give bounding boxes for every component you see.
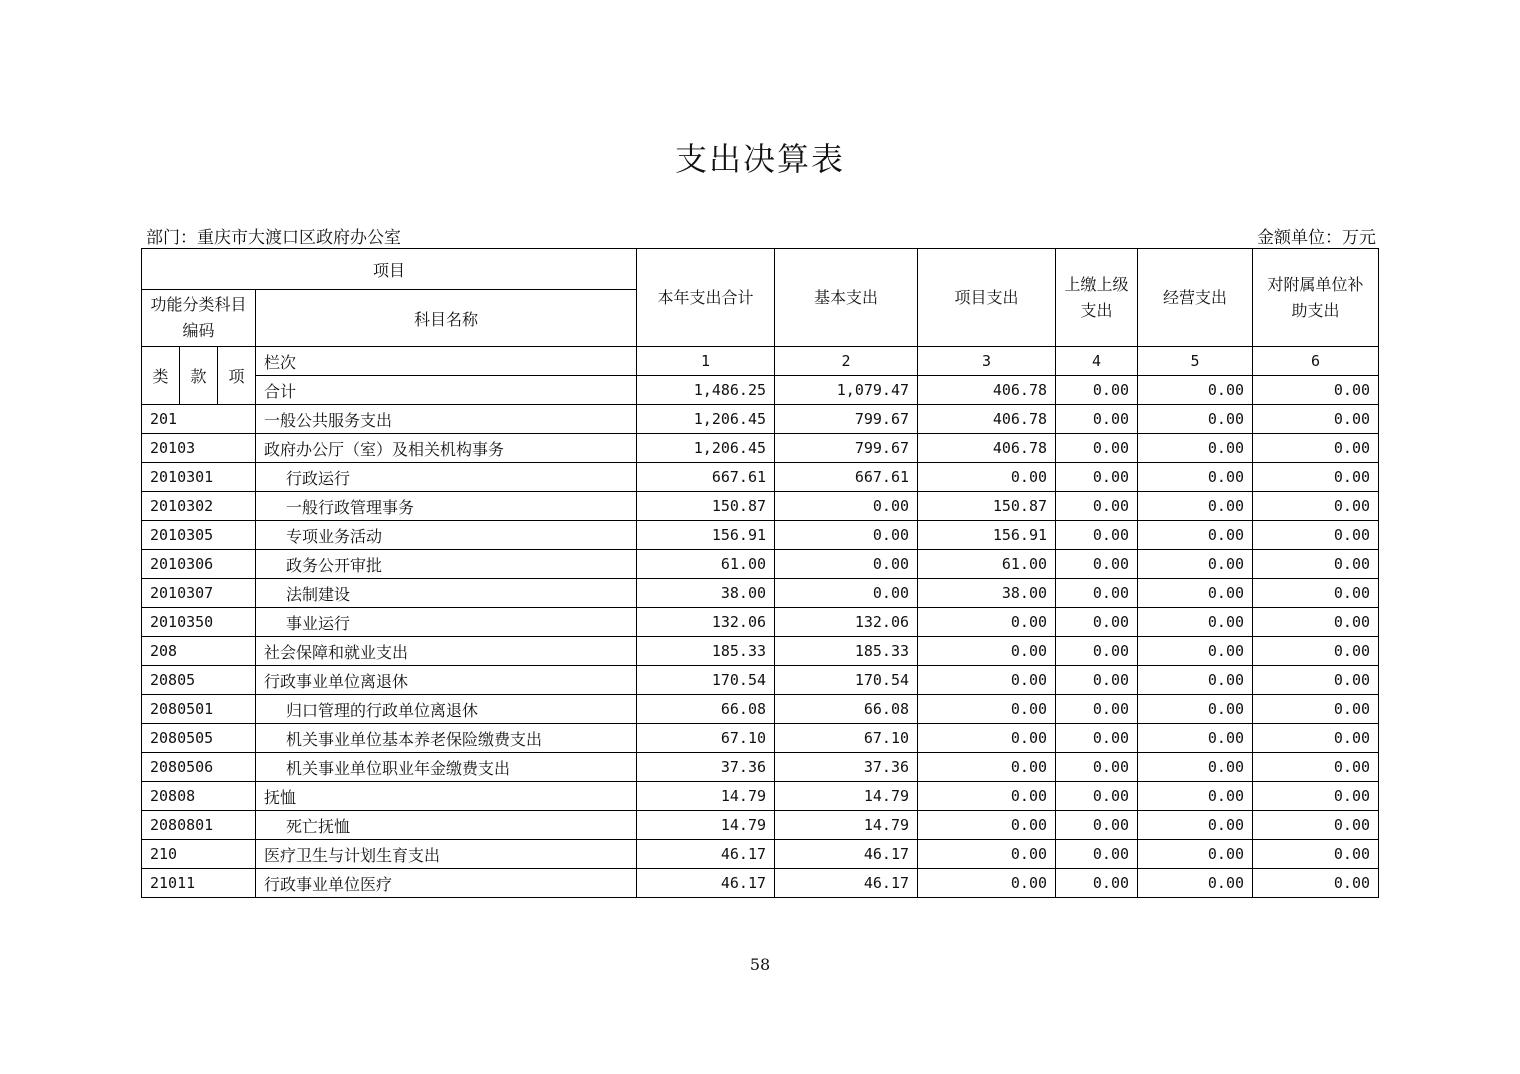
amount-cell: 0.00 bbox=[1138, 492, 1253, 521]
amount-cell: 150.87 bbox=[637, 492, 775, 521]
amount-cell: 185.33 bbox=[637, 637, 775, 666]
subject-code: 201 bbox=[142, 405, 256, 434]
subject-name: 机关事业单位基本养老保险缴费支出 bbox=[256, 724, 637, 753]
subject-code: 2080505 bbox=[142, 724, 256, 753]
subject-code: 2010307 bbox=[142, 579, 256, 608]
subject-code: 2010350 bbox=[142, 608, 256, 637]
amount-cell: 799.67 bbox=[775, 405, 918, 434]
table-row bbox=[142, 840, 1379, 869]
subject-code: 20103 bbox=[142, 434, 256, 463]
amount-cell: 185.33 bbox=[775, 637, 918, 666]
amount-cell: 0.00 bbox=[1138, 869, 1253, 898]
column-number: 5 bbox=[1138, 347, 1253, 376]
amount-cell: 61.00 bbox=[637, 550, 775, 579]
subject-code: 2080501 bbox=[142, 695, 256, 724]
header-item: 项目 bbox=[142, 249, 637, 290]
amount-cell: 0.00 bbox=[1138, 840, 1253, 869]
amount-cell: 46.17 bbox=[637, 840, 775, 869]
amount-cell: 37.36 bbox=[637, 753, 775, 782]
amount-cell: 0.00 bbox=[1253, 811, 1379, 840]
amount-cell: 0.00 bbox=[1253, 405, 1379, 434]
header-col-5: 经营支出 bbox=[1138, 249, 1253, 347]
header-col-3: 项目支出 bbox=[918, 249, 1056, 347]
table-row bbox=[142, 434, 1379, 463]
subject-code: 20805 bbox=[142, 666, 256, 695]
page-title: 支出决算表 bbox=[674, 140, 845, 178]
amount-cell: 0.00 bbox=[1253, 753, 1379, 782]
subject-code: 20808 bbox=[142, 782, 256, 811]
subject-name: 行政事业单位医疗 bbox=[256, 869, 637, 898]
amount-cell: 0.00 bbox=[1056, 550, 1138, 579]
amount-cell: 0.00 bbox=[1253, 782, 1379, 811]
amount-cell: 0.00 bbox=[1138, 463, 1253, 492]
amount-cell: 799.67 bbox=[775, 434, 918, 463]
amount-cell: 66.08 bbox=[775, 695, 918, 724]
amount-cell: 0.00 bbox=[918, 811, 1056, 840]
table-row bbox=[142, 579, 1379, 608]
amount-cell: 0.00 bbox=[918, 869, 1056, 898]
amount-cell: 61.00 bbox=[918, 550, 1056, 579]
amount-cell: 0.00 bbox=[1138, 434, 1253, 463]
amount-cell: 0.00 bbox=[918, 840, 1056, 869]
column-number: 3 bbox=[918, 347, 1056, 376]
subject-name: 归口管理的行政单位离退休 bbox=[256, 695, 637, 724]
amount-cell: 0.00 bbox=[1056, 869, 1138, 898]
amount-cell: 0.00 bbox=[775, 550, 918, 579]
amount-cell: 0.00 bbox=[1056, 608, 1138, 637]
table-row bbox=[142, 637, 1379, 666]
column-number: 4 bbox=[1056, 347, 1138, 376]
header-func-code: 功能分类科目编码 bbox=[142, 290, 256, 347]
amount-cell: 14.79 bbox=[637, 782, 775, 811]
amount-cell: 156.91 bbox=[918, 521, 1056, 550]
table-row bbox=[142, 753, 1379, 782]
amount-cell: 0.00 bbox=[1138, 608, 1253, 637]
amount-cell: 46.17 bbox=[637, 869, 775, 898]
amount-cell: 0.00 bbox=[1138, 782, 1253, 811]
page-number: 58 bbox=[749, 955, 771, 974]
total-value: 406.78 bbox=[918, 376, 1056, 405]
amount-cell: 0.00 bbox=[1253, 608, 1379, 637]
subject-name: 事业运行 bbox=[256, 608, 637, 637]
total-value: 0.00 bbox=[1138, 376, 1253, 405]
subject-name: 机关事业单位职业年金缴费支出 bbox=[256, 753, 637, 782]
header-col-4: 上缴上级支出 bbox=[1056, 249, 1138, 347]
amount-unit-label: 金额单位：万元 bbox=[1257, 228, 1376, 248]
amount-cell: 14.79 bbox=[775, 782, 918, 811]
amount-cell: 0.00 bbox=[918, 637, 1056, 666]
amount-cell: 0.00 bbox=[1253, 550, 1379, 579]
subject-code: 2080506 bbox=[142, 753, 256, 782]
table-row bbox=[142, 405, 1379, 434]
amount-cell: 67.10 bbox=[637, 724, 775, 753]
subject-name: 抚恤 bbox=[256, 782, 637, 811]
amount-cell: 0.00 bbox=[1253, 579, 1379, 608]
amount-cell: 66.08 bbox=[637, 695, 775, 724]
table-row bbox=[142, 695, 1379, 724]
amount-cell: 0.00 bbox=[1253, 869, 1379, 898]
amount-cell: 132.06 bbox=[775, 608, 918, 637]
amount-cell: 0.00 bbox=[1056, 724, 1138, 753]
total-label: 合计 bbox=[256, 376, 637, 405]
amount-cell: 0.00 bbox=[918, 608, 1056, 637]
amount-cell: 0.00 bbox=[918, 782, 1056, 811]
table-row bbox=[142, 811, 1379, 840]
subject-code: 2080801 bbox=[142, 811, 256, 840]
table-row bbox=[142, 869, 1379, 898]
amount-cell: 0.00 bbox=[1138, 637, 1253, 666]
amount-cell: 0.00 bbox=[1056, 840, 1138, 869]
amount-cell: 0.00 bbox=[1138, 811, 1253, 840]
amount-cell: 0.00 bbox=[1056, 463, 1138, 492]
subject-name: 行政运行 bbox=[256, 463, 637, 492]
amount-cell: 0.00 bbox=[1138, 666, 1253, 695]
amount-cell: 0.00 bbox=[1253, 521, 1379, 550]
subject-name: 政府办公厅（室）及相关机构事务 bbox=[256, 434, 637, 463]
amount-cell: 46.17 bbox=[775, 840, 918, 869]
subject-name: 一般行政管理事务 bbox=[256, 492, 637, 521]
header-xiang: 项 bbox=[218, 347, 256, 405]
table-row bbox=[142, 521, 1379, 550]
header-cat: 类 bbox=[142, 347, 180, 405]
amount-cell: 0.00 bbox=[1056, 492, 1138, 521]
amount-cell: 0.00 bbox=[775, 521, 918, 550]
amount-cell: 0.00 bbox=[1138, 753, 1253, 782]
column-number: 1 bbox=[637, 347, 775, 376]
column-number: 2 bbox=[775, 347, 918, 376]
column-index-label: 栏次 bbox=[256, 347, 637, 376]
subject-code: 210 bbox=[142, 840, 256, 869]
total-value: 1,079.47 bbox=[775, 376, 918, 405]
amount-cell: 14.79 bbox=[637, 811, 775, 840]
amount-cell: 156.91 bbox=[637, 521, 775, 550]
table-row bbox=[142, 550, 1379, 579]
amount-cell: 0.00 bbox=[1253, 637, 1379, 666]
subject-code: 2010305 bbox=[142, 521, 256, 550]
amount-cell: 0.00 bbox=[775, 492, 918, 521]
header-col-6: 对附属单位补助支出 bbox=[1253, 249, 1379, 347]
amount-cell: 0.00 bbox=[918, 463, 1056, 492]
amount-cell: 0.00 bbox=[1253, 695, 1379, 724]
amount-cell: 0.00 bbox=[1138, 695, 1253, 724]
amount-cell: 0.00 bbox=[1138, 724, 1253, 753]
subject-name: 死亡抚恤 bbox=[256, 811, 637, 840]
amount-cell: 667.61 bbox=[775, 463, 918, 492]
amount-cell: 0.00 bbox=[1253, 434, 1379, 463]
amount-cell: 38.00 bbox=[637, 579, 775, 608]
subject-name: 一般公共服务支出 bbox=[256, 405, 637, 434]
amount-cell: 0.00 bbox=[918, 695, 1056, 724]
amount-cell: 1,206.45 bbox=[637, 405, 775, 434]
amount-cell: 0.00 bbox=[1056, 579, 1138, 608]
table-row bbox=[142, 724, 1379, 753]
amount-cell: 38.00 bbox=[918, 579, 1056, 608]
subject-code: 2010301 bbox=[142, 463, 256, 492]
total-value: 1,486.25 bbox=[637, 376, 775, 405]
amount-cell: 14.79 bbox=[775, 811, 918, 840]
amount-cell: 0.00 bbox=[1056, 782, 1138, 811]
amount-cell: 667.61 bbox=[637, 463, 775, 492]
amount-cell: 0.00 bbox=[1138, 521, 1253, 550]
amount-cell: 67.10 bbox=[775, 724, 918, 753]
subject-code: 208 bbox=[142, 637, 256, 666]
amount-cell: 0.00 bbox=[1253, 724, 1379, 753]
amount-cell: 0.00 bbox=[1138, 579, 1253, 608]
subject-code: 21011 bbox=[142, 869, 256, 898]
amount-cell: 0.00 bbox=[1056, 434, 1138, 463]
amount-cell: 0.00 bbox=[1253, 492, 1379, 521]
table-row bbox=[142, 666, 1379, 695]
amount-cell: 0.00 bbox=[1056, 753, 1138, 782]
amount-cell: 0.00 bbox=[918, 666, 1056, 695]
total-value: 0.00 bbox=[1056, 376, 1138, 405]
table-row bbox=[142, 782, 1379, 811]
amount-cell: 0.00 bbox=[1138, 405, 1253, 434]
subject-code: 2010306 bbox=[142, 550, 256, 579]
amount-cell: 0.00 bbox=[1253, 666, 1379, 695]
amount-cell: 0.00 bbox=[1056, 637, 1138, 666]
subject-name: 专项业务活动 bbox=[256, 521, 637, 550]
amount-cell: 0.00 bbox=[1056, 405, 1138, 434]
table-row bbox=[142, 608, 1379, 637]
amount-cell: 0.00 bbox=[1138, 550, 1253, 579]
amount-cell: 0.00 bbox=[1253, 463, 1379, 492]
header-kuan: 款 bbox=[180, 347, 218, 405]
amount-cell: 1,206.45 bbox=[637, 434, 775, 463]
total-value: 0.00 bbox=[1253, 376, 1379, 405]
amount-cell: 170.54 bbox=[775, 666, 918, 695]
subject-name: 法制建设 bbox=[256, 579, 637, 608]
amount-cell: 0.00 bbox=[918, 753, 1056, 782]
amount-cell: 0.00 bbox=[1056, 521, 1138, 550]
subject-name: 政务公开审批 bbox=[256, 550, 637, 579]
subject-name: 行政事业单位离退休 bbox=[256, 666, 637, 695]
department-label: 部门：重庆市大渡口区政府办公室 bbox=[146, 228, 401, 248]
amount-cell: 0.00 bbox=[1253, 840, 1379, 869]
amount-cell: 170.54 bbox=[637, 666, 775, 695]
column-number: 6 bbox=[1253, 347, 1379, 376]
table-row bbox=[142, 463, 1379, 492]
header-col-2: 基本支出 bbox=[775, 249, 918, 347]
subject-name: 医疗卫生与计划生育支出 bbox=[256, 840, 637, 869]
subject-code: 2010302 bbox=[142, 492, 256, 521]
amount-cell: 0.00 bbox=[1056, 695, 1138, 724]
amount-cell: 46.17 bbox=[775, 869, 918, 898]
amount-cell: 132.06 bbox=[637, 608, 775, 637]
subject-name: 社会保障和就业支出 bbox=[256, 637, 637, 666]
amount-cell: 406.78 bbox=[918, 405, 1056, 434]
expenditure-table bbox=[141, 248, 1379, 898]
amount-cell: 406.78 bbox=[918, 434, 1056, 463]
header-col-1: 本年支出合计 bbox=[637, 249, 775, 347]
amount-cell: 0.00 bbox=[1056, 811, 1138, 840]
amount-cell: 37.36 bbox=[775, 753, 918, 782]
amount-cell: 150.87 bbox=[918, 492, 1056, 521]
amount-cell: 0.00 bbox=[1056, 666, 1138, 695]
table-row bbox=[142, 492, 1379, 521]
amount-cell: 0.00 bbox=[918, 724, 1056, 753]
header-subject-name: 科目名称 bbox=[256, 290, 637, 347]
amount-cell: 0.00 bbox=[775, 579, 918, 608]
